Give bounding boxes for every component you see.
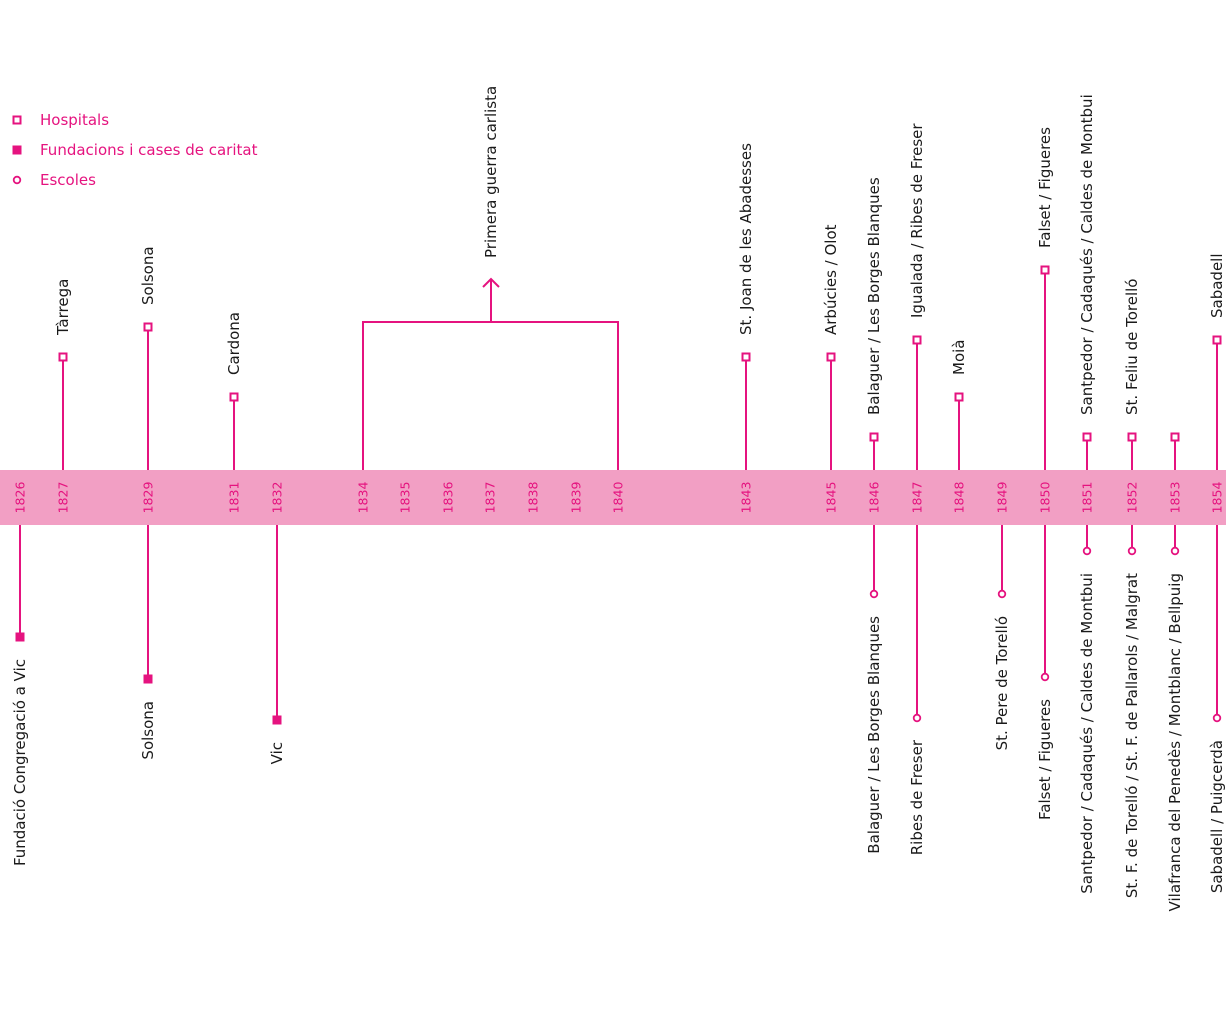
year-label-1853: 1853: [1167, 481, 1183, 514]
event-label-below: St. F. de Torelló / St. F. de Pallarols / Malgrat: [1123, 573, 1141, 899]
legend: [13, 111, 258, 189]
year-label-1827: 1827: [55, 481, 71, 514]
legend-hollow-circle-icon: [14, 177, 21, 184]
school-marker-icon: [999, 591, 1006, 598]
hospital-marker-icon: [231, 394, 238, 401]
hospital-marker-icon: [1084, 434, 1091, 441]
event-label-below: St. Pere de Torelló: [993, 616, 1011, 751]
event-label-above: Moià: [950, 339, 968, 375]
year-label-1834: 1834: [355, 481, 371, 514]
hospital-marker-icon: [1214, 337, 1221, 344]
hospital-marker-icon: [145, 324, 152, 331]
school-marker-icon: [1172, 548, 1179, 555]
hospital-marker-icon: [871, 434, 878, 441]
legend-label: Hospitals: [40, 111, 110, 129]
year-label-1847: 1847: [909, 481, 925, 514]
event-label-above: Igualada / Ribes de Freser: [908, 123, 926, 318]
year-label-1838: 1838: [525, 481, 541, 514]
year-label-1846: 1846: [866, 481, 882, 514]
year-label-1848: 1848: [951, 481, 967, 514]
foundation-marker-icon: [144, 675, 153, 684]
school-marker-icon: [914, 715, 921, 722]
school-marker-icon: [1214, 715, 1221, 722]
year-label-1845: 1845: [823, 481, 839, 514]
hospital-marker-icon: [1042, 267, 1049, 274]
event-label-above: Balaguer / Les Borges Blanques: [865, 177, 883, 415]
school-marker-icon: [871, 591, 878, 598]
legend-filled-square-icon: [13, 146, 22, 155]
event-label-above: Solsona: [139, 246, 157, 305]
event-label-below: Vilafranca del Penedès / Montblanc / Bellpuig: [1166, 573, 1184, 912]
year-label-1831: 1831: [226, 481, 242, 514]
school-marker-icon: [1084, 548, 1091, 555]
year-label-1839: 1839: [568, 481, 584, 514]
hospital-marker-icon: [828, 354, 835, 361]
year-label-1851: 1851: [1079, 481, 1095, 514]
event-label-below: Falset / Figueres: [1036, 699, 1054, 820]
year-label-1829: 1829: [140, 481, 156, 514]
year-label-1832: 1832: [269, 481, 285, 514]
event-label-below: Fundació Congregació a Vic: [11, 659, 29, 867]
school-marker-icon: [1042, 674, 1049, 681]
hospital-marker-icon: [1129, 434, 1136, 441]
event-label-below: Balaguer / Les Borges Blanques: [865, 616, 883, 854]
event-label-above: St. Feliu de Torelló: [1123, 278, 1141, 415]
event-label-below: Ribes de Freser: [908, 740, 926, 856]
year-label-1854: 1854: [1209, 481, 1225, 514]
hospital-marker-icon: [1172, 434, 1179, 441]
foundation-marker-icon: [16, 633, 25, 642]
event-label-above: Cardona: [225, 312, 243, 375]
legend-label: Fundacions i cases de caritat: [40, 141, 258, 159]
event-label-above: Arbúcies / Olot: [822, 224, 840, 335]
event-label-above: Tàrrega: [54, 278, 72, 335]
hospital-marker-icon: [914, 337, 921, 344]
year-label-1826: 1826: [12, 481, 28, 514]
year-label-1840: 1840: [610, 481, 626, 514]
year-label-1849: 1849: [994, 481, 1010, 514]
event-label-above: Sabadell: [1208, 253, 1226, 318]
war-period-label: Primera guerra carlista: [482, 85, 500, 258]
event-label-above: St. Joan de les Abadesses: [737, 143, 755, 335]
war-period-bracket: [363, 86, 618, 470]
event-label-below: Santpedor / Cadaqués / Caldes de Montbui: [1078, 573, 1096, 894]
hospital-marker-icon: [60, 354, 67, 361]
event-label-below: Vic: [268, 742, 286, 765]
legend-hollow-square-icon: [14, 117, 21, 124]
year-label-1850: 1850: [1037, 481, 1053, 514]
year-label-1836: 1836: [440, 481, 456, 514]
war-bracket-line: [363, 322, 618, 470]
hospital-marker-icon: [743, 354, 750, 361]
event-label-above: Santpedor / Cadaqués / Caldes de Montbui: [1078, 94, 1096, 415]
event-label-below: Sabadell / Puigcerdà: [1208, 740, 1226, 894]
year-label-1843: 1843: [738, 481, 754, 514]
year-label-1852: 1852: [1124, 481, 1140, 514]
school-marker-icon: [1129, 548, 1136, 555]
hospital-marker-icon: [956, 394, 963, 401]
year-label-1837: 1837: [482, 481, 498, 514]
event-label-above: Falset / Figueres: [1036, 127, 1054, 248]
event-label-below: Solsona: [139, 701, 157, 760]
year-label-1835: 1835: [397, 481, 413, 514]
foundation-marker-icon: [273, 716, 282, 725]
legend-label: Escoles: [40, 171, 96, 189]
